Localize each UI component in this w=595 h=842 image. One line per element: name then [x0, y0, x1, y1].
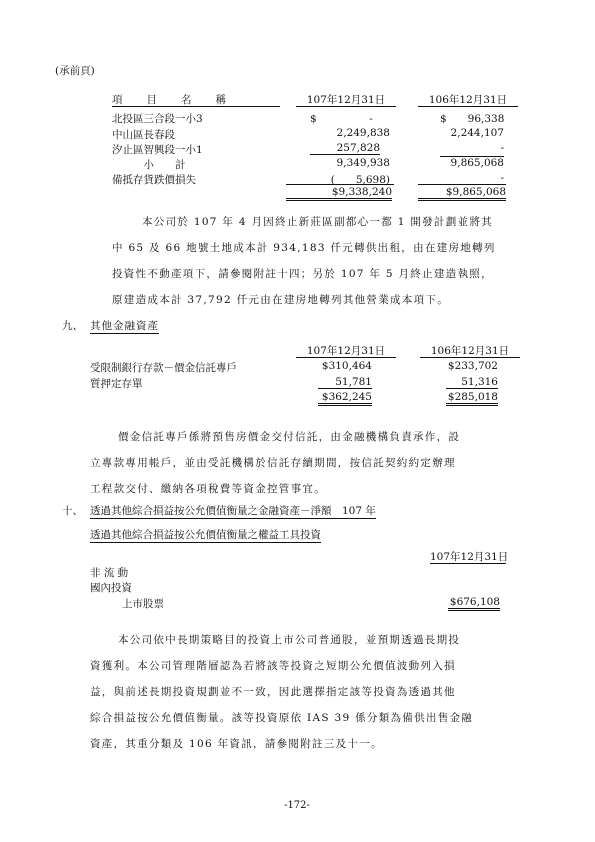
paragraph-trust-note: [90, 424, 460, 502]
table2-row-value-2017: $233,702: [447, 360, 498, 372]
table1-header-rule-item: [112, 106, 280, 107]
table1-total-rule-2018: [286, 184, 394, 185]
table1-row-value-2018: ( 5,698): [330, 174, 390, 186]
paragraph-line: 資獲利。本公司管理階層認為若將該等投資之短期公允價值波動列入損: [90, 660, 456, 672]
paragraph-construction-note: [112, 209, 496, 313]
table1-row-value-2018: 2,249,838: [336, 127, 390, 139]
paragraph-line: 原建造成本計 37,792 仟元由在建房地轉列其他營業成本項下。: [112, 294, 450, 306]
table2-row-label: 受限制銀行存款－價金信託專戶: [90, 362, 237, 374]
section-9-number: 九、: [62, 320, 83, 332]
table1-row-value-2018: 257,828: [310, 142, 380, 155]
table2-row-value-2018: $310,464: [321, 360, 372, 372]
paragraph-line: 工程款交付、繳納各項稅費等資金控管事宜。: [90, 483, 326, 495]
table1-row-label: 汐止區智興段一小1: [112, 144, 203, 156]
section-10-title: 透過其他綜合損益按公允價值衡量之金融資產－淨額 107 年: [90, 505, 376, 517]
table2-row-value-2017: 51,316: [446, 376, 498, 389]
section-10-subtitle: 透過其他綜合損益按公允價值衡量之權益工具投資: [90, 529, 321, 541]
section-10-number: 十、: [62, 505, 83, 517]
table1-row-value-2017: $ 96,338: [440, 113, 505, 125]
table1-row-value-2018: 9,349,938: [336, 157, 390, 169]
table1-total-2017: $9,865,068: [418, 186, 506, 201]
continued-label: (承前頁): [55, 65, 95, 77]
table1-row-label: 北投區三合段一小3: [112, 113, 203, 125]
table1-header-2018: 107年12月31日: [306, 94, 386, 106]
table2-header-2018: 107年12月31日: [306, 345, 386, 357]
table1-row-label: 備抵存貨跌價損失: [112, 174, 196, 186]
table2-header-rule-2017: [420, 357, 520, 358]
table2-header-2017: 106年12月31日: [430, 345, 510, 357]
table1-header-rule-2018: [296, 106, 396, 107]
table2-total-2017: $285,018: [446, 391, 498, 406]
paragraph-line: 立專款專用帳戶，並由受託機構於信託存續期間，按信託契約約定辦理: [90, 457, 456, 469]
table1-row-value-2017: 2,244,107: [450, 127, 504, 139]
table1-row-value-2018: $ -: [310, 113, 373, 125]
table3-listed-label: 上市股票: [122, 598, 164, 610]
table2-row-label: 質押定存單: [90, 378, 143, 390]
paragraph-line: 益，與前述長期投資規劃並不一致，因此選擇指定該等投資為透過其他: [90, 686, 456, 698]
table2-total-2018: $362,245: [318, 391, 372, 406]
table3-listed-value: $676,108: [448, 596, 500, 611]
table3-header-rule: [430, 563, 506, 564]
table1-header-rule-2017: [418, 106, 518, 107]
table1-row-label: 小 計: [112, 159, 186, 171]
table1-header-item: 項 目 名 稱: [112, 94, 227, 106]
section-9-title: 其他金融資產: [90, 320, 159, 332]
paragraph-line: 本公司於 107 年 4 月因終止新莊區副都心一都 1 開發計劃並將其: [142, 216, 493, 228]
paragraph-line: 綜合損益按公允價值衡量。該等投資原依 IAS 39 係分類為備供出售金融: [90, 712, 474, 724]
table1-row-value-2017: -: [500, 172, 504, 184]
paragraph-line: 本公司依中長期策略目的投資上市公司普通股，並預期透過長期投: [118, 634, 461, 646]
table1-row-label: 中山區長春段: [112, 129, 175, 141]
table1-total-2018: $9,338,240: [286, 186, 392, 201]
table1-row-value-2017: -: [500, 142, 504, 154]
page-number: -172-: [284, 800, 310, 811]
paragraph-line: 資產，其重分類及 106 年資訊，請參閱附註三及十一。: [90, 738, 383, 750]
table2-header-rule-2018: [296, 357, 396, 358]
paragraph-equity-note: [90, 627, 473, 757]
table3-domestic-label: 國內投資: [90, 582, 132, 594]
table1-header-2017: 106年12月31日: [428, 94, 508, 106]
table3-noncurrent-label: 非 流 動: [90, 567, 129, 579]
table2-row-value-2018: 51,781: [318, 376, 372, 389]
paragraph-line: 價金信託專戶係將預售房價金交付信託，由金融機構負責承作，設: [118, 431, 461, 443]
paragraph-line: 投資性不動產項下，請參閱附註十四；另於 107 年 5 月終止建造執照，: [112, 268, 493, 280]
table3-header-2018: 107年12月31日: [430, 551, 509, 563]
table1-row-value-2017: 9,865,068: [450, 157, 504, 169]
paragraph-line: 中 65 及 66 地號土地成本計 934,183 仟元轉供出租，由在建房地轉列: [112, 242, 496, 254]
table1-total-rule-2017: [418, 184, 506, 185]
